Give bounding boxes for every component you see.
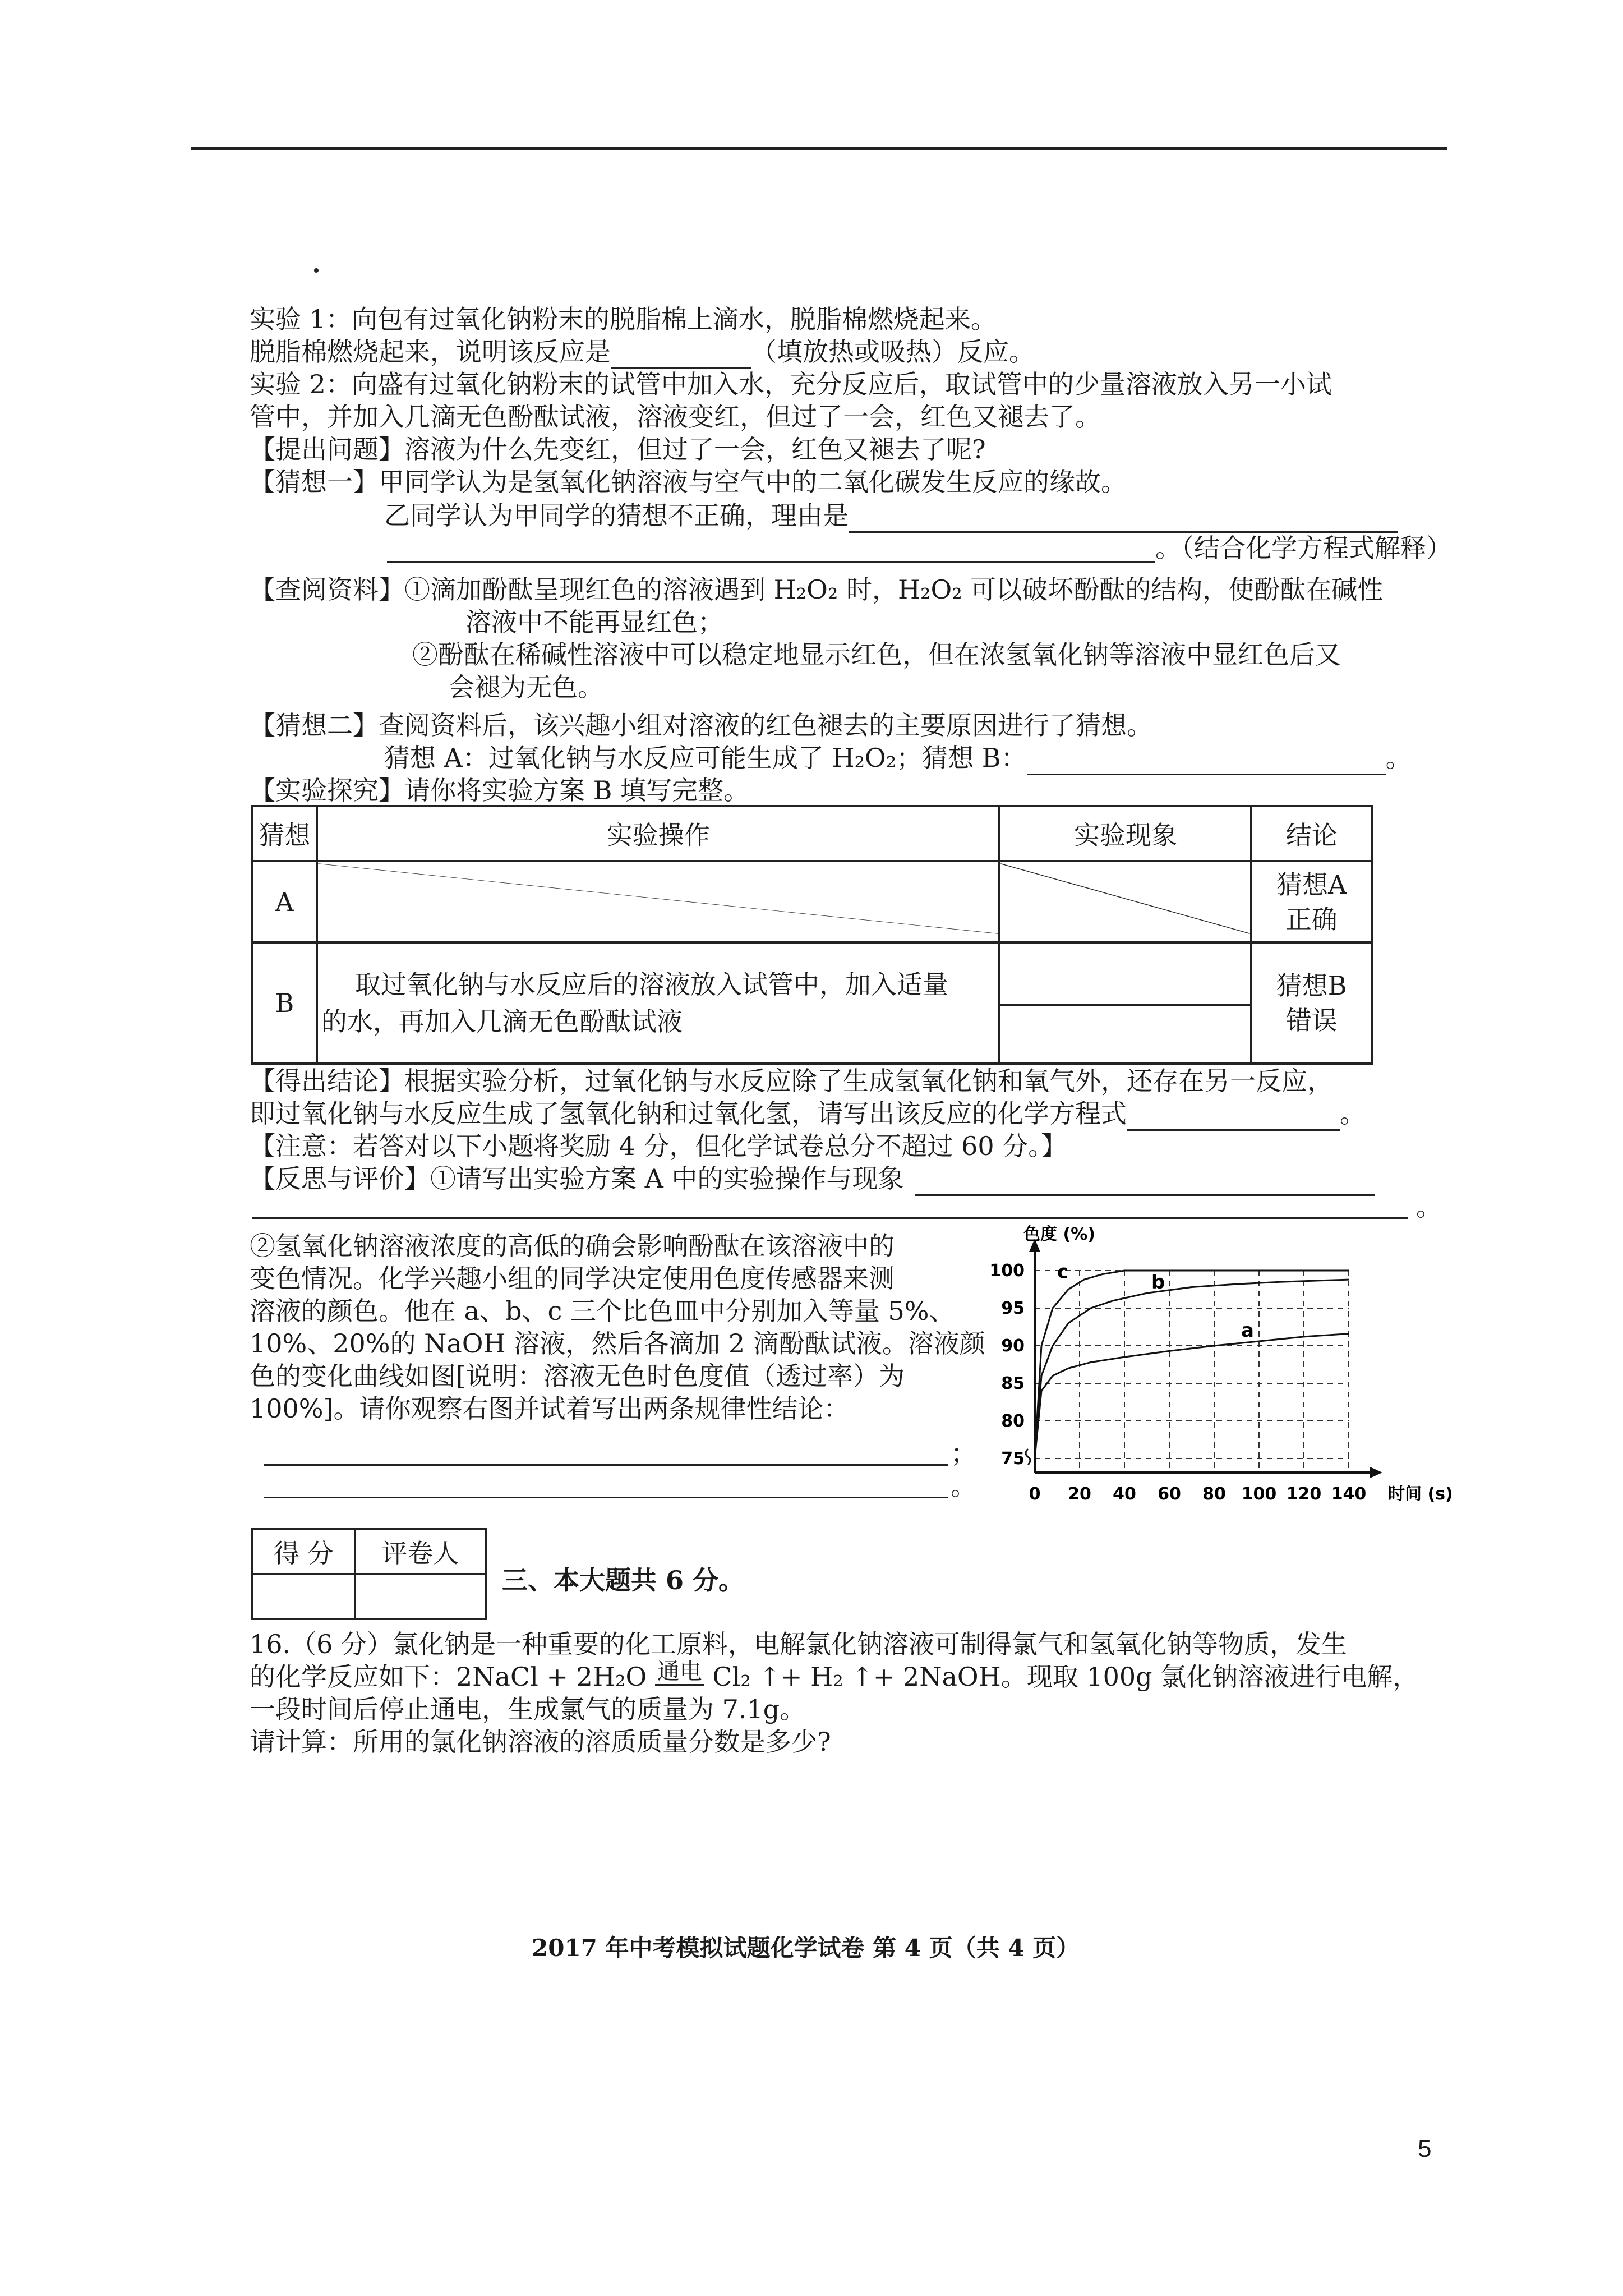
guess1-line: 【猜想一】甲同学认为是氢氧化钠溶液与空气中的二氧化碳发生反应的缘故。 <box>250 467 1127 497</box>
q16-eq-right: Cl₂ ↑+ H₂ ↑+ 2NaOH。现取 100g 氯化钠溶液进行电解， <box>704 1662 1419 1692</box>
conclusion-a-l1: 猜想A <box>1276 869 1347 900</box>
section3-title: 三、本大题共 6 分。 <box>502 1565 745 1595</box>
q16-eq-left: 的化学反应如下：2NaCl + 2H₂O <box>250 1662 655 1692</box>
y-tick-label: 80 <box>1001 1411 1025 1431</box>
y-tick-label: 90 <box>1001 1336 1025 1356</box>
guess1b-text: 乙同学认为甲同学的猜想不正确，理由是 <box>384 500 849 531</box>
score-table <box>251 1528 487 1620</box>
exp1b-post: （填放热或吸热）反应。 <box>751 337 1035 367</box>
conclusion-line: 【得出结论】根据实验分析，过氧化钠与水反应除了生成氢氧化钠和氧气外，还存在另一反应， <box>250 1066 1333 1096</box>
conclusion2-end: 。 <box>1340 1098 1366 1129</box>
exp1b-line <box>250 334 1035 369</box>
q16-line-3: 一段时间后停止通电，生成氯气的质量为 7.1g。 <box>250 1694 806 1724</box>
exp1-line: 实验 1：向包有过氧化钠粉末的脱脂棉上滴水，脱脂棉燃烧起来。 <box>250 304 997 334</box>
x-axis-arrow <box>1370 1467 1382 1478</box>
chroma-chart <box>987 1223 1458 1526</box>
diagonal-strike <box>318 862 998 935</box>
conclusion-b-l2: 错误 <box>1285 1005 1338 1036</box>
header-operation: 实验操作 <box>317 806 999 861</box>
score-header: 得 分 <box>252 1529 355 1574</box>
score-cell[interactable] <box>252 1574 355 1619</box>
header-conclusion: 结论 <box>1251 806 1372 861</box>
note-line: 【注意：若答对以下小题将奖励 4 分，但化学试卷总分不超过 60 分。】 <box>250 1131 1067 1161</box>
x-tick-label: 100 <box>1241 1484 1277 1504</box>
series-line-a <box>1035 1334 1349 1458</box>
series-label-a: a <box>1241 1319 1254 1342</box>
answer-line-9[interactable] <box>264 1497 948 1498</box>
q16-line-4: 请计算：所用的氯化钠溶液的溶质质量分数是多少? <box>250 1727 831 1757</box>
op-b-l1: 取过氧化钠与水反应后的溶液放入试管中，加入适量 <box>354 969 948 1000</box>
row-b-label: B <box>252 942 317 1064</box>
conclusion2-text: 即过氧化钠与水反应生成了氢氧化钠和过氧化氢，请写出该反应的化学方程式 <box>250 1098 1127 1129</box>
row-a-label: A <box>252 861 317 942</box>
y-axis-title: 色度 (%) <box>1023 1225 1095 1244</box>
conclusion2-line <box>250 1096 1366 1131</box>
exp1b-pre: 脱脂棉燃烧起来，说明该反应是 <box>250 337 611 367</box>
p2-line-2: 变色情况。化学兴趣小组的同学决定使用色度传感器来测 <box>250 1263 895 1294</box>
x-axis-title: 时间 (s) <box>1388 1484 1453 1504</box>
ref1b-line: 溶液中不能再显红色； <box>465 607 723 637</box>
conclusion-a-l2: 正确 <box>1285 904 1338 935</box>
phenomenon-b-cell-1[interactable] <box>1000 944 1250 1006</box>
p2-line-6: 100%]。请你观察右图并试着写出两条规律性结论： <box>250 1393 850 1424</box>
grader-header: 评卷人 <box>355 1529 486 1574</box>
guess2b-end: 。 <box>1385 743 1412 773</box>
answer-blank-4[interactable] <box>1027 748 1386 775</box>
answer-line-7[interactable] <box>252 1217 1408 1219</box>
row-a-phenomenon-struck <box>999 861 1251 942</box>
p2-line-1: ②氢氧化钠溶液浓度的高低的确会影响酚酞在该溶液中的 <box>250 1231 895 1261</box>
series-label-b: b <box>1151 1271 1165 1294</box>
explore-line: 【实验探究】请你将实验方案 B 填写完整。 <box>250 775 750 806</box>
x-tick-label: 140 <box>1331 1484 1367 1504</box>
page-footer: 2017 年中考模拟试题化学试卷 第 4 页（共 4 页） <box>532 1934 1080 1962</box>
answer-line-8[interactable] <box>264 1464 948 1466</box>
header-phenomenon: 实验现象 <box>999 806 1251 861</box>
axis-break <box>1026 1449 1030 1465</box>
x-tick-label: 80 <box>1202 1484 1226 1504</box>
series-line-b <box>1035 1280 1349 1458</box>
row-b-operation <box>317 942 999 1064</box>
ref1-line: 【查阅资料】①滴加酚酞呈现红色的溶液遇到 H₂O₂ 时，H₂O₂ 可以破坏酚酞的结构，使酚酞在碱性 <box>250 574 1384 605</box>
answer-blank-5[interactable] <box>1127 1103 1340 1131</box>
row-b-conclusion <box>1251 942 1372 1064</box>
x-tick-label: 40 <box>1113 1484 1136 1504</box>
page-number: 5 <box>1418 2135 1432 2162</box>
y-tick-label: 95 <box>1001 1299 1025 1318</box>
guess1b-line <box>384 498 1398 533</box>
p2-line-5: 色的变化曲线如图[说明：溶液无色时色度值（透过率）为 <box>250 1361 905 1391</box>
row-a-operation-struck <box>317 861 999 942</box>
electrolysis-condition: 通电 <box>655 1659 704 1686</box>
answer-blank-6[interactable] <box>915 1168 1375 1196</box>
op-b-l2: 的水，再加入几滴无色酚酞试液 <box>321 1006 683 1037</box>
reflect-end: 。 <box>1416 1191 1442 1222</box>
guess2b-text: 猜想 A：过氧化钠与水反应可能生成了 H₂O₂；猜想 B： <box>384 743 1027 773</box>
guess2-line: 【猜想二】查阅资料后，该兴趣小组对溶液的红色褪去的主要原因进行了猜想。 <box>250 710 1152 740</box>
p2-line-3: 溶液的颜色。他在 a、b、c 三个比色皿中分别加入等量 5%、 <box>250 1296 955 1326</box>
experiment-table <box>251 805 1373 1065</box>
guess2b-line <box>384 740 1412 775</box>
speck <box>314 268 319 273</box>
y-tick-label: 85 <box>1001 1374 1025 1393</box>
x-tick-label: 60 <box>1158 1484 1181 1504</box>
row-b-phenomenon[interactable] <box>999 942 1251 1064</box>
ref2b-line: 会褪为无色。 <box>449 672 603 702</box>
conclusion-b-l1: 猜想B <box>1276 970 1347 1001</box>
x-tick-label: 120 <box>1286 1484 1322 1504</box>
y-tick-label: 75 <box>1001 1449 1025 1469</box>
ref2-line: ②酚酞在稀碱性溶液中可以稳定地显示红色，但在浓氢氧化钠等溶液中显红色后又 <box>412 639 1341 670</box>
header-rule <box>191 147 1447 150</box>
p2-end-2: 。 <box>951 1471 976 1501</box>
grader-cell[interactable] <box>355 1574 486 1619</box>
diagonal-strike <box>1000 862 1250 935</box>
guess1c-line: 。（结合化学方程式解释） <box>1155 533 1452 563</box>
series-label-c: c <box>1057 1260 1069 1283</box>
answer-blank-2[interactable] <box>849 505 1398 533</box>
x-tick-label: 0 <box>1029 1484 1041 1504</box>
header-guess: 猜想 <box>252 806 317 861</box>
row-a-conclusion <box>1251 861 1372 942</box>
reflect-text: 【反思与评价】①请写出实验方案 A 中的实验操作与现象 <box>250 1163 904 1194</box>
chart-series <box>1035 1271 1349 1458</box>
chart-grid <box>1035 1271 1349 1473</box>
p2-line-4: 10%、20%的 NaOH 溶液，然后各滴加 2 滴酚酞试液。溶液颜 <box>250 1328 985 1359</box>
q16-line-2 <box>250 1659 1418 1694</box>
chart-labels <box>989 1225 1453 1504</box>
answer-blank-1[interactable] <box>611 342 751 369</box>
exp2-line-b: 管中，并加入几滴无色酚酞试液，溶液变红，但过了一会，红色又褪去了。 <box>250 402 1101 432</box>
p2-end-1: ； <box>951 1438 976 1469</box>
answer-line-3[interactable] <box>387 561 1155 563</box>
x-tick-label: 20 <box>1068 1484 1091 1504</box>
q16-line-1: 16.（6 分）氯化钠是一种重要的化工原料，电解氯化钠溶液可制得氯气和氢氧化钠等物质，发生 <box>250 1629 1348 1659</box>
exp2-line-a: 实验 2：向盛有过氧化钠粉末的试管中加入水，充分反应后，取试管中的少量溶液放入另一小试 <box>250 369 1332 399</box>
reflect-line <box>250 1161 1375 1196</box>
y-tick-label: 100 <box>989 1261 1025 1281</box>
question-line: 【提出问题】溶液为什么先变红，但过了一会，红色又褪去了呢? <box>250 434 986 464</box>
